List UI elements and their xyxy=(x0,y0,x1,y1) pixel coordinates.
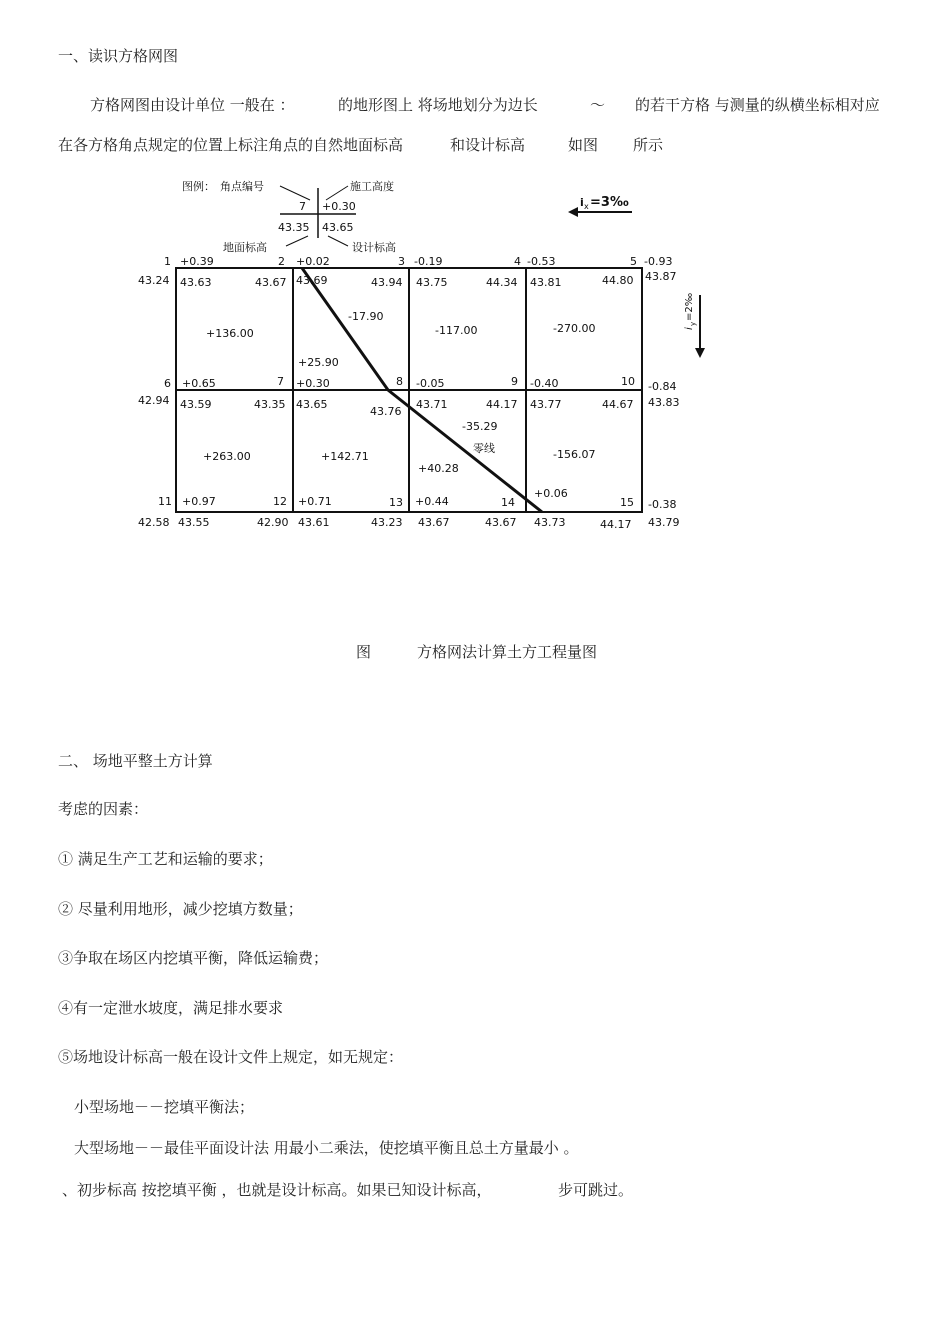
slope-x-arrow-head xyxy=(568,207,578,217)
corner-height: -0.19 xyxy=(414,255,443,268)
corner-height: +0.02 xyxy=(296,255,330,268)
volume-square-8: -156.07 xyxy=(553,448,596,461)
corner-ground-elev: 43.71 xyxy=(416,398,448,411)
corner-number: 13 xyxy=(389,496,403,509)
corner-ground-elev: 43.79 xyxy=(648,516,680,529)
square-grid xyxy=(176,268,642,512)
para-line1-part-c: ～ xyxy=(590,96,606,114)
legend-design-elev-label: 设计标高 xyxy=(352,241,396,254)
corner-number: 14 xyxy=(501,496,515,509)
corner-number: 11 xyxy=(158,495,172,508)
corner-height: -0.38 xyxy=(648,498,677,511)
volume-square-6: +142.71 xyxy=(321,450,369,463)
corner-design-elev: 43.94 xyxy=(371,276,403,289)
volume-square-7-cut: -35.29 xyxy=(462,420,498,433)
initial-elevation-step-a: 、初步标高 按挖填平衡 ，也就是设计标高。如果已知设计标高， xyxy=(62,1181,492,1199)
volume-square-1: +136.00 xyxy=(206,327,254,340)
corner-height: +0.44 xyxy=(415,495,449,508)
para-line2-part-c: 如图 xyxy=(568,136,599,154)
corner-ground-elev: 43.59 xyxy=(180,398,212,411)
legend-sample-ground: 43.35 xyxy=(278,221,310,234)
corner-number: 7 xyxy=(277,375,284,388)
grid-diagram xyxy=(130,170,710,540)
small-site-method: 小型场地－－挖填平衡法； xyxy=(74,1098,255,1116)
factor-item: ④有一定泄水坡度，满足排水要求 xyxy=(58,999,284,1017)
volume-square-2-fill: +25.90 xyxy=(298,356,339,369)
corner-ground-elev: 43.69 xyxy=(296,274,328,287)
corner-number: 9 xyxy=(511,375,518,388)
initial-elevation-step-b: 步可跳过。 xyxy=(558,1181,634,1199)
corner-height: -0.84 xyxy=(648,380,677,393)
slope-y-symbol: i xyxy=(684,327,695,330)
corner-design-elev: 42.94 xyxy=(138,394,170,407)
para-line1-part-a: 方格网图由设计单位 一般在 ： xyxy=(90,96,295,114)
factor-item: ③争取在场区内挖填平衡，降低运输费； xyxy=(58,949,329,967)
factor-item: ① 满足生产工艺和运输的要求； xyxy=(58,850,273,868)
corner-number: 8 xyxy=(396,375,403,388)
legend-ground-elev-label: 地面标高 xyxy=(223,241,267,254)
factors-title: 考虑的因素： xyxy=(58,800,149,818)
corner-design-elev: 42.58 xyxy=(138,516,170,529)
legend-corner-number-label: 角点编号 xyxy=(220,180,264,193)
slope-y-subscript: y xyxy=(689,321,697,326)
corner-height: -0.93 xyxy=(644,255,673,268)
legend-pointer-line xyxy=(328,236,348,246)
corner-number: 12 xyxy=(273,495,287,508)
legend-title: 图例： xyxy=(182,180,215,193)
corner-number: 6 xyxy=(164,377,171,390)
corner-design-elev: 43.67 xyxy=(485,516,517,529)
corner-ground-elev: 43.55 xyxy=(178,516,210,529)
corner-ground-elev: 43.67 xyxy=(418,516,450,529)
slope-y-arrow-head xyxy=(695,348,705,358)
corner-number: 15 xyxy=(620,496,634,509)
volume-square-7-fill: +40.28 xyxy=(418,462,459,475)
corner-ground-elev: 43.77 xyxy=(530,398,562,411)
volume-square-2-cut: -17.90 xyxy=(348,310,384,323)
corner-number: 3 xyxy=(398,255,405,268)
corner-number: 5 xyxy=(630,255,637,268)
corner-design-elev: 44.80 xyxy=(602,274,634,287)
para-line2-part-a: 在各方格角点规定的位置上标注角点的自然地面标高 xyxy=(58,136,404,154)
legend-sample-height: +0.30 xyxy=(322,200,356,213)
factor-item: ⑤场地设计标高一般在设计文件上规定，如无规定： xyxy=(58,1048,404,1066)
corner-design-elev: 44.34 xyxy=(486,276,518,289)
corner-design-elev: 44.17 xyxy=(600,518,632,531)
legend-pointer-line xyxy=(286,236,308,246)
corner-ground-elev: 43.87 xyxy=(645,270,677,283)
corner-design-elev: 43.23 xyxy=(371,516,403,529)
slope-x-value: =3‰ xyxy=(590,195,629,210)
legend-sample-design: 43.65 xyxy=(322,221,354,234)
legend-pointer-line xyxy=(280,186,310,200)
corner-design-elev: 43.24 xyxy=(138,274,170,287)
corner-ground-elev: 43.73 xyxy=(534,516,566,529)
zero-line-label: 零线 xyxy=(473,442,495,455)
para-line2-part-d: 所示 xyxy=(633,136,664,154)
corner-number: 2 xyxy=(278,255,285,268)
corner-ground-elev: 43.75 xyxy=(416,276,448,289)
factor-item: ② 尽量利用地形，减少挖填方数量； xyxy=(58,900,303,918)
section1-heading: 一、读识方格网图 xyxy=(58,47,179,65)
legend-pointer-line xyxy=(326,186,348,200)
slope-y-value: =2‰ xyxy=(684,292,695,321)
section2-heading: 二、 场地平整土方计算 xyxy=(58,752,213,770)
legend-sample-number: 7 xyxy=(299,200,306,213)
corner-height: +0.71 xyxy=(298,495,332,508)
figure-caption-title: 方格网法计算土方工程量图 xyxy=(417,643,598,661)
corner-ground-elev: 43.81 xyxy=(530,276,562,289)
corner-design-elev: 44.17 xyxy=(486,398,518,411)
para-line1-part-b: 的地形图上 将场地划分为边长 xyxy=(338,96,538,114)
para-line2-part-b: 和设计标高 xyxy=(450,136,526,154)
corner-number: 10 xyxy=(621,375,635,388)
para-line1-part-d: 的若干方格 与测量的纵横坐标相对应 xyxy=(635,96,880,114)
corner-height: +0.39 xyxy=(180,255,214,268)
corner-height: +0.65 xyxy=(182,377,216,390)
volume-square-3: -117.00 xyxy=(435,324,478,337)
corner-height: -0.53 xyxy=(527,255,556,268)
corner-design-elev: 42.90 xyxy=(257,516,289,529)
legend-construction-height-label: 施工高度 xyxy=(350,180,394,193)
corner-ground-elev: 43.83 xyxy=(648,396,680,409)
grid-diagram-svg xyxy=(130,170,710,540)
corner-height: +0.06 xyxy=(534,487,568,500)
corner-design-elev: 43.67 xyxy=(255,276,287,289)
corner-design-elev: 44.67 xyxy=(602,398,634,411)
corner-height: +0.97 xyxy=(182,495,216,508)
corner-height: -0.40 xyxy=(530,377,559,390)
corner-ground-elev: 43.65 xyxy=(296,398,328,411)
figure-caption-label: 图 xyxy=(356,643,372,661)
corner-number: 4 xyxy=(514,255,521,268)
corner-ground-elev: 43.61 xyxy=(298,516,330,529)
slope-x-indicator xyxy=(568,195,632,217)
slope-x-subscript: x xyxy=(584,202,589,211)
corner-number: 1 xyxy=(164,255,171,268)
corner-height: -0.05 xyxy=(416,377,445,390)
large-site-method: 大型场地－－最佳平面设计法 用最小二乘法，使挖填平衡且总土方量最小 。 xyxy=(74,1139,579,1157)
volume-square-5: +263.00 xyxy=(203,450,251,463)
volume-square-4: -270.00 xyxy=(553,322,596,335)
slope-y-indicator xyxy=(684,293,705,358)
corner-design-elev: 43.76 xyxy=(370,405,402,418)
corner-design-elev: 43.35 xyxy=(254,398,286,411)
corner-height: +0.30 xyxy=(296,377,330,390)
corner-ground-elev: 43.63 xyxy=(180,276,212,289)
slope-x-symbol: i xyxy=(580,196,584,209)
